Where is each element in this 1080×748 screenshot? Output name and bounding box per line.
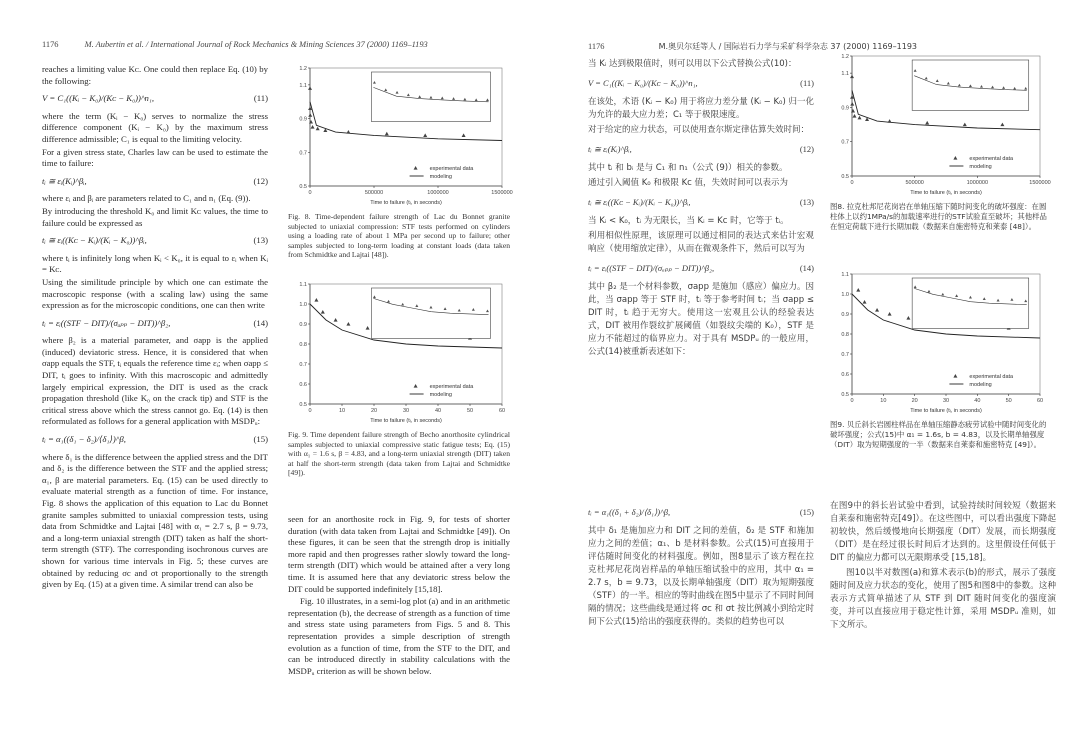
paragraph: 通过引入阈值 K₀ 和极限 Kᴄ 值，失效时间可以表示为 [588,178,789,188]
data-point [858,116,862,120]
paragraph: 图10以半对数图(a)和算术表示(b)的形式，展示了强度随时间及应力状态的变化，使用了图5和图8中的参数。这种表示方式简单描述了从 STF 到 DIT 随时间变化的强度演变，并可以直接应用于稳定性计算，采用 MSDPᵤ 准则，如下文所示。 [830,568,1056,630]
data-point [906,316,910,320]
x-tick-label: 0 [308,408,312,414]
paragraph: Fig. 10 illustrates, in a semi-log plot (a) and in an arithmetic representation (b), the decrease of strength as a function of time and stress state using parameters from Figs. 5 and 8. This representation provides a simple description of strength evolution as a function of time, from the STF to the DIT, and can be introduced directly in stability calculations with the MSDPᵤ criterion as will be shown below. [288,596,510,676]
x-tick-label: 20 [911,398,918,404]
x-tick-label: 60 [1036,398,1044,404]
x-tick-label: 50 [466,408,474,414]
figure-8-caption: Fig. 8. Time-dependent failure strength of Lac du Bonnet granite subjected to uniaxial compression: STF tests performed on cylinders using a loading rate of about 1 MPa per second up to failure; other samples subjected to long-term loading at constant loads (data taken from Schmidtke and Lajtai [48]). [288,212,510,260]
left-column [588,58,814,361]
y-tick-label: 0.9 [841,105,849,112]
legend-label-experimental: experimental data [969,156,1014,162]
data-point [875,308,879,312]
paragraph: where β₂ is a material parameter, and σapp is the applied (induced) deviatoric stress. Hence, it is considered that when σapp equals the STF, tᵢ equals the reference time εᵢ; when σapp ≤ DIT, tᵢ goes to infinity. With this macroscopic and admittedly largely empirical expression, the DIT is used as the crack propagation threshold (like K₀ on the crack tip) and STF is the critical stress above which the stress cannot go. Eq. (14) is then reformulated as follows for a general application with MSDPᵤ: [42,335,268,427]
x-tick-label: 60 [498,408,506,414]
y-tick-label: 0.5 [299,184,307,190]
right-column-text [830,500,1056,634]
page-header [42,40,428,49]
data-point [385,132,389,136]
y-tick-label: 1.1 [299,82,307,89]
x-tick-label: 30 [942,398,950,404]
inset-frame [371,288,490,338]
equation-14: tᵢ = εᵢ((STF − DIT)/(σₐₚₚ − DIT))^β₂, (14) [588,263,814,273]
y-tick-label: 0.7 [841,352,849,358]
y-tick-label: 0.7 [299,150,307,157]
figure-8-svg [830,48,1051,198]
legend-label-experimental: experimental data [429,166,474,172]
data-point [853,114,857,118]
legend-label-modeling: modeling [429,174,452,180]
y-tick-label: 0.7 [299,362,307,368]
data-point [925,121,929,125]
paragraph: where tᵢ is infinitely long when Kᵢ < K₀, it is equal to εᵢ when Kᵢ = Kᴄ. [42,252,268,275]
figure-8-caption: 图8. 拉克杜邦尼花岗岩在单轴压缩下随时间变化的破坏强度：在圆柱体上以约1MPa/s的加载速率进行的STF试验直至破坏；其他样品在恒定荷载下进行长期加载（数据来自施密特克和莱泰 [48]）。 [830,202,1047,231]
data-point [856,288,860,292]
equation-13: tᵢ ≅ εᵢ((Kᴄ − Kᵢ)/(Kᵢ − K₀))^βᵢ, (13) [588,197,814,207]
figure-9-caption: Fig. 9. Time dependent failure strength of Becho anorthosite cylindrical samples subjected to uniaxial compressive static fatigue tests; Eq. (15) with α₁ = 1.6 s, β = 4.83, and a long-term uniaxial strength (DIT) taken at half the short-term strength (data taken from Lajtai and Schmidtke [49]). [288,430,510,478]
paragraph: 其中 δ₁ 是施加应力和 DIT 之间的差值，δ₂ 是 STF 和施加应力之间的差值；α₁、b 是材料参数。公式(15)可直接用于评估随时间变化的材料强度。例如，图8显示了该方程在拉克杜邦尼花岗岩样品的单轴压缩试验中的应用，其中 α₁ = 2.7 s，b = 9.73，以及长期单轴强度（DIT）取为短期强度（STF）的一半。相应的等时曲线在图5中显示了不同时间间隔的情况；这些曲线是通过将 σc 和 σt 按比例减小到给定时间下公式(15)给出的强度获得的。类似的趋势也可以 [588,526,814,627]
page-number: 1176 [588,42,605,51]
legend-marker-experimental [953,374,957,378]
page-number: 1176 [42,40,59,49]
figure-8-chart [830,48,1051,198]
y-tick-label: 0.5 [841,392,849,398]
x-tick-label: 30 [402,408,410,414]
legend-label-experimental: experimental data [429,384,474,390]
y-tick-label: 1.1 [299,282,307,288]
legend-label-modeling: modeling [969,164,992,170]
y-tick-label: 1.1 [841,272,849,278]
paragraph: By introducing the threshold K₀ and limit Kᴄ values, the time to failure could be expressed as [42,205,268,228]
paragraph: 当 Kᵢ 达到极限值时，则可以用以下公式替换公式(10)： [588,59,797,69]
data-point [346,130,350,134]
y-tick-label: 0.9 [299,322,307,328]
equation-11: V = C₁((Kᵢ − K₀)/(Kᴄ − K₀))^n₁, (11) [42,93,268,104]
inset-frame [912,278,1029,328]
paragraph: 利用相似性原理，该原理可以通过相同的表达式来估计宏观响应（使用缩放定律），从而在微观条件下，然后可以写为 [588,231,814,254]
x-tick-label: 10 [338,408,346,414]
paragraph: where εᵢ and βᵢ are parameters related to C₁ and n₁ (Eq. (9)). [42,193,251,204]
y-tick-label: 1.1 [841,71,849,78]
data-point [308,86,312,90]
y-tick-label: 0.5 [841,174,849,180]
data-point [1000,123,1004,127]
x-tick-label: 1000000 [427,190,449,196]
data-point [311,125,315,129]
x-tick-label: 20 [370,408,378,414]
y-tick-label: 0.6 [841,372,849,378]
figure-8-svg [288,60,513,208]
x-tick-label: 1500000 [491,190,513,196]
equation-12: tᵢ ≅ εᵢ(Kᵢ)^βᵢ, (12) [42,175,268,186]
data-point [423,133,427,137]
figure-9-caption: 图9. 贝丘斜长岩圆柱样品在单轴压缩静态疲劳试验中随时间变化的破坏强度；公式(15)中 α₁ = 1.6s, b = 4.83，以及长期单轴强度（DIT）取为短期强度的一半（数据来自莱泰和施密特克 [49]）。 [830,420,1047,449]
legend-marker-experimental [414,166,418,170]
legend-marker-experimental [953,156,957,160]
y-tick-label: 0.7 [841,139,849,146]
data-point [850,102,854,106]
x-tick-label: 10 [880,398,887,404]
paragraph: 对于给定的应力状态，可以使用查尔斯定律估算失效时间： [588,125,810,135]
legend-label-modeling: modeling [969,382,992,388]
y-tick-label: 0.9 [299,116,307,123]
paragraph: 其中 β₂ 是一个材料参数，σapp 是施加（感应）偏应力。因此，当 σapp 等于 STF 时，tᵢ 等于参考时间 tᵢ；当 σapp ≤ DIT 时，tᵢ 趋于无穷大。使用这一宏观且公认的经验表达式，DIT 被用作裂纹扩展阈值（如裂纹尖端的 K₀），STF 是应力不能超过的临界应力。对于具有 MSDPᵤ 的一般应用，公式(14)被重新表述如下： [588,282,814,357]
journal-title: M.奥贝尔廷等人 / 国际岩石力学与采矿科学杂志 37 (2000) 1169–1193 [658,42,917,51]
x-tick-label: 1000000 [966,180,989,186]
data-point [888,312,892,316]
journal-title: M. Aubertin et al. / International Journal of Rock Mechanics & Mining Sciences 37 (2000) 1169–1193 [84,40,428,49]
equation-14: tᵢ = εᵢ((STF − DIT)/(σₐₚₚ − DIT))^β₂, (14) [42,317,268,328]
x-tick-label: 500000 [364,190,384,196]
x-tick-label: 500000 [905,180,924,186]
equation-13: tᵢ ≅ εᵢ((Kᴄ − Kᵢ)/(Kᵢ − K₀))^βᵢ, (13) [42,235,268,246]
equation-15: tᵢ = α₁((δ₁ − δ₂)/⟨δ₁⟩)^β, (15) [42,434,268,445]
paragraph: 在图9中的斜长岩试验中看到，试验持续时间较短（数据来自莱泰和施密特克[49]）。在这些图中，可以看出强度下降起初较快，然后缓慢地向长期强度（DIT）发展，而长期强度（DIT）是在经过很长时间后才达到的。这里假设任何低于 DIT 的偏应力都可以无限期承受 [15,18]。 [830,501,1056,563]
legend-label-modeling: modeling [429,392,452,398]
x-axis-label: Time to failure (tᵢ, in seconds) [370,200,442,206]
x-tick-label: 40 [434,408,442,414]
figure-9-chart [288,276,508,426]
data-point [366,326,370,330]
figure-9-chart [830,266,1046,416]
legend-label-experimental: experimental data [969,374,1014,380]
legend-marker-experimental [414,384,418,388]
data-point [863,300,867,304]
paragraph: Using the similitude principle by which one can estimate the macroscopic response (with a scaling law) using the same expression as for the microscopic conditions, one can then write [42,276,268,311]
y-tick-label: 0.8 [841,332,849,338]
paragraph: 在该处，术语 (Kᵢ − K₀) 用于将应力差分量 (Kᵢ − K₀) 归一化为允许的最大应力差；C₁ 等于极限速度。 [588,97,814,120]
y-tick-label: 1.0 [841,292,849,298]
x-axis-label: Time to failure (tᵢ, in seconds) [910,408,982,414]
paragraph: For a given stress state, Charles law can be used to estimate the time to failure: [42,146,268,169]
equation-12: tᵢ ≅ εᵢ(Kᵢ)^βᵢ, (12) [588,144,814,154]
x-tick-label: 0 [308,190,312,196]
figure-9-svg [288,276,508,426]
data-point [850,75,854,79]
figure-9-svg [830,266,1046,416]
figure-8-chart [288,60,513,208]
data-point [334,318,338,322]
x-tick-label: 50 [1005,398,1012,404]
y-tick-label: 0.6 [299,382,307,388]
left-column [42,64,268,592]
data-point [346,322,350,326]
paragraph: 当 Kᵢ < K₀，tᵢ 为无限长，当 Kᵢ = Kᴄ 时，它等于 tᵢ。 [588,216,789,226]
y-tick-label: 0.8 [299,342,307,348]
paragraph: seen for an anorthosite rock in Fig. 9, for tests of shorter duration (with data taken from Lajtai and Schmidtke [49]). On these figures, it can be seen that the strength drop is initially more rapid and then progresses rather slowly toward the long-term strength (DIT) which would be attained after a very long time. It is assumed here that any deviatoric stress below the DIT could be supported indefinitely [15,18]. [288,514,510,594]
chinese-page [540,0,1080,748]
data-point [888,119,892,123]
x-tick-label: 40 [974,398,981,404]
y-tick-label: 1.0 [299,302,307,308]
data-point [963,123,967,127]
x-axis-label: Time to failure (tᵢ, in seconds) [910,190,982,196]
paragraph: 其中 tᵢ 和 bᵢ 是与 C₁ 和 n₁（公式 (9)）相关的参数。 [588,163,788,173]
data-point [308,113,312,117]
left-column-lower [588,500,814,631]
data-point [314,298,318,302]
x-tick-label: 0 [850,398,854,404]
equation-15: tᵢ = α₁((δ₁ + δ₂)/⟨δ₁⟩)^β, (15) [588,507,814,517]
x-tick-label: 1500000 [1029,180,1051,186]
y-tick-label: 0.5 [299,402,307,408]
y-tick-label: 0.9 [841,312,849,318]
data-point [321,310,325,314]
right-column-text [288,514,510,678]
paragraph: reaches a limiting value Kᴄ. One could then replace Eq. (10) by the following: [42,64,268,86]
y-tick-label: 1.2 [299,66,307,72]
equation-11: V = C₁((Kᵢ − K₀)/(Kᴄ − K₀))^n₁, (11) [588,78,814,88]
data-point [462,133,466,137]
y-tick-label: 1.2 [841,54,849,60]
data-point [316,127,320,131]
paragraph: where the term (Kᵢ − K₀) serves to normalize the stress difference component (Kᵢ − K₀) by the maximum stress difference admissible; C₁ is equal to the limiting velocity. [42,110,268,144]
x-axis-label: Time to failure (tᵢ, in seconds) [370,418,442,424]
x-tick-label: 0 [850,180,854,186]
paragraph: where δ₁ is the difference between the applied stress and the DIT and δ₂ is the difference between the STF and the applied stress; α₁, β are material parameters. Eq. (15) can be used directly to evaluate material strength as a function of time. For instance, Fig. 8 shows the application of this equation to Lac du Bonnet granite samples submitted to uniaxial compression tests, using data from Schmidtke and Lajtai [48] with α₁ = 2.7 s, β = 9.73, and a long-term uniaxial strength (DIT) taken as half the short-term strength (STF). The corresponding isochronous curves are shown for various time intervals in Fig. 5; these curves are obtained by reducing σc and σt proportionally to the strength given by Eq. (15) at a given time. A similar trend can also be [42,451,268,590]
